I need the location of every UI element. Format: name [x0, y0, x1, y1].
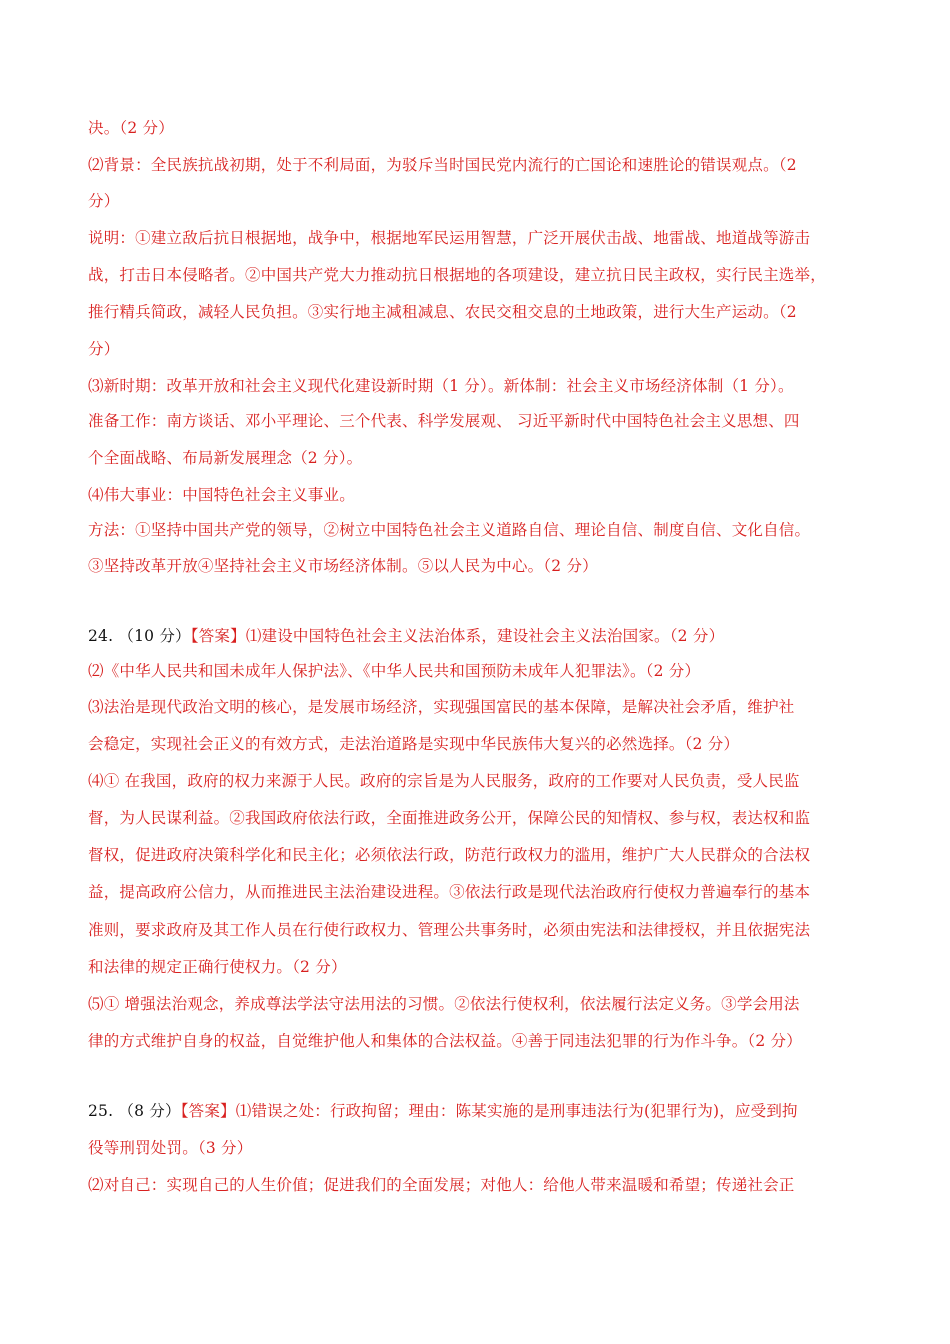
answer-line: 方法：①坚持中国共产党的领导，②树立中国特色社会主义道路自信、理论自信、制度自信、文化自信。 [88, 521, 811, 539]
answer-text: ⑴建设中国特色社会主义法治体系，建设社会主义法治国家。（2 分） [245, 627, 725, 645]
answer-line: ⑵对自己：实现自己的人生价值；促进我们的全面发展；对他人：给他人带来温暖和希望；传递社会正 [88, 1176, 795, 1194]
answer-line: 推行精兵简政，减轻人民负担。③实行地主减租减息、农民交租交息的土地政策，进行大生产运动。（2 [88, 303, 797, 321]
answer-line: 会稳定，实现社会正义的有效方式，走法治道路是实现中华民族伟大复兴的必然选择。（2 分） [88, 735, 740, 753]
question-24-header [88, 626, 724, 646]
answer-line: ⑵背景：全民族抗战初期，处于不利局面，为驳斥当时国民党内流行的亡国论和速胜论的错误观点。（2 [88, 156, 797, 174]
answer-line: 个全面战略、布局新发展理念（2 分）。 [88, 449, 363, 467]
question-score: （8 分） [118, 1102, 181, 1120]
question-number: 25. [88, 1102, 114, 1120]
question-25-header [88, 1101, 798, 1121]
answer-line: ⑸① 增强法治观念，养成尊法学法守法用法的习惯。②依法行使权利，依法履行法定义务。③学会用法 [88, 995, 800, 1013]
answer-line: 说明：①建立敌后抗日根据地，战争中，根据地军民运用智慧，广泛开展伏击战、地雷战、地道战等游击 [88, 229, 811, 247]
answer-line: 督权，促进政府决策科学化和民主化；必须依法行政，防范行政权力的滥用，维护广大人民群众的合法权 [88, 846, 811, 864]
question-score: （10 分） [118, 627, 191, 645]
answer-line: 律的方式维护自身的权益，自觉维护他人和集体的合法权益。④善于同违法犯罪的行为作斗争。（2 分） [88, 1032, 802, 1050]
answer-line: ⑶新时期：改革开放和社会主义现代化建设新时期（1 分）。新体制：社会主义市场经济体制（1 分）。 [88, 377, 794, 395]
answer-line: 和法律的规定正确行使权力。（2 分） [88, 958, 347, 976]
answer-line: 准则，要求政府及其工作人员在行使行政权力、管理公共事务时，必须由宪法和法律授权，并且依据宪法 [88, 921, 811, 939]
answer-line: 督，为人民谋利益。②我国政府依法行政，全面推进政务公开，保障公民的知情权、参与权，表达权和监 [88, 809, 811, 827]
answer-line: 役等刑罚处罚。（3 分） [88, 1139, 253, 1157]
answer-text: ⑴错误之处：行政拘留；理由：陈某实施的是刑事违法行为(犯罪行为)，应受到拘 [235, 1102, 798, 1120]
answer-line: ⑵《中华人民共和国未成年人保护法》、《中华人民共和国预防未成年人犯罪法》。（2 分） [88, 662, 701, 680]
answer-line: 决。（2 分） [88, 119, 174, 137]
answer-line: 益，提高政府公信力，从而推进民主法治建设进程。③依法行政是现代法治政府行使权力普遍奉行的基本 [88, 883, 811, 901]
answer-line: ⑷伟大事业：中国特色社会主义事业。 [88, 486, 355, 504]
answer-line: 战，打击日本侵略者。②中国共产党大力推动抗日根据地的各项建设，建立抗日民主政权，实行民主选举， [88, 266, 826, 284]
answer-line: 分） [88, 340, 120, 358]
answer-line: ③坚持改革开放④坚持社会主义市场经济体制。⑤以人民为中心。（2 分） [88, 557, 598, 575]
answer-line: ⑷① 在我国，政府的权力来源于人民。政府的宗旨是为人民服务，政府的工作要对人民负责，受人民监 [88, 772, 800, 790]
answer-line: 分） [88, 192, 120, 210]
answer-tag: 【答案】 [180, 1102, 236, 1120]
answer-line: ⑶法治是现代政治文明的核心，是发展市场经济，实现强国富民的基本保障，是解决社会矛盾，维护社 [88, 698, 795, 716]
question-number: 24. [88, 627, 114, 645]
answer-tag: 【答案】 [190, 627, 246, 645]
answer-line: 准备工作：南方谈话、邓小平理论、三个代表、科学发展观、 习近平新时代中国特色社会主义思想、四 [88, 412, 800, 430]
